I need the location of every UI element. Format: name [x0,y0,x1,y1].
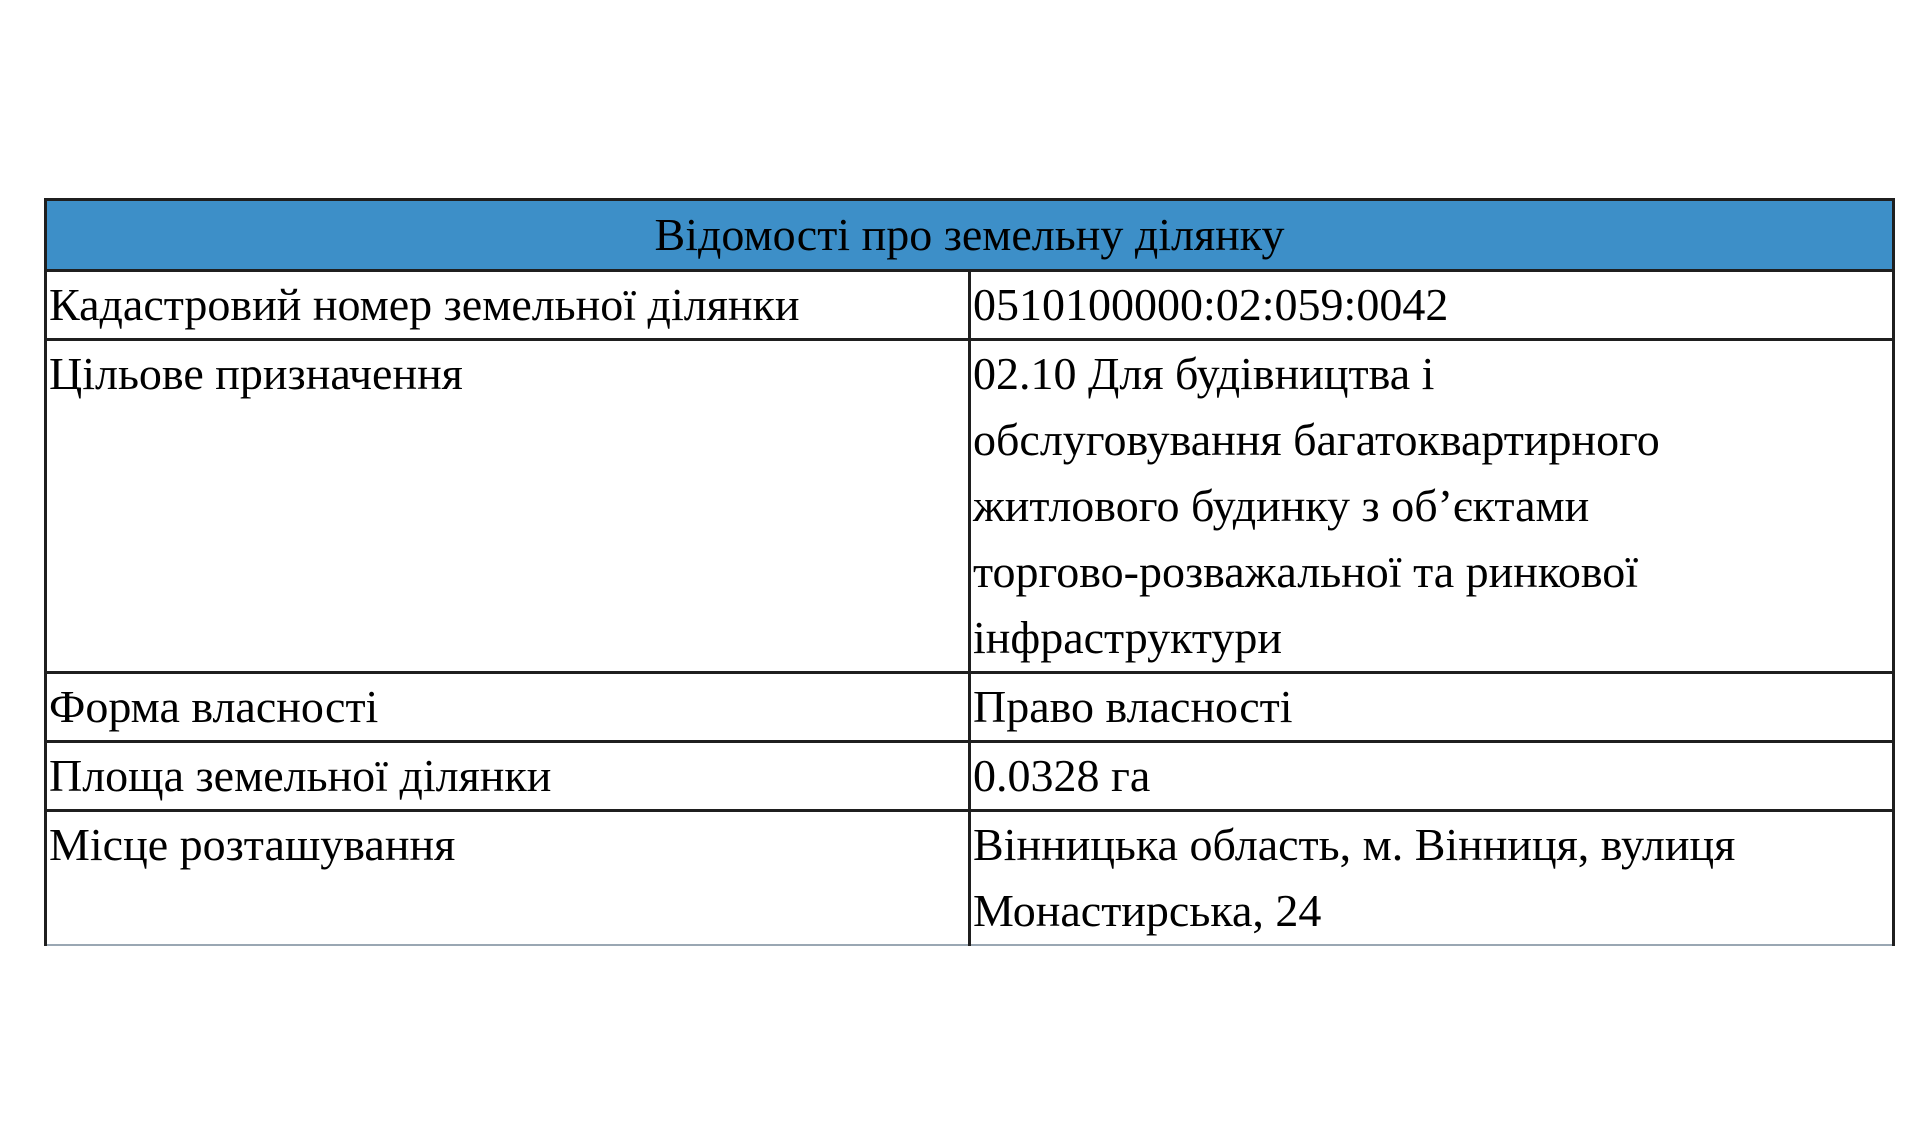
table-row-area [46,742,1894,811]
value-line: 0510100000:02:059:0042 [973,279,1449,330]
table-title: Відомості про земельну ділянку [46,200,1894,271]
document-page [44,198,1892,946]
row-value [970,811,1894,946]
value-line: Вінницька область, м. Вінниця, вулиця [973,819,1736,870]
row-label: Цільове призначення [46,340,970,673]
row-value [970,271,1894,340]
value-line: 02.10 Для будівництва і [973,348,1435,399]
row-label: Форма власності [46,673,970,742]
table-row-ownership-form [46,673,1894,742]
value-line: Право власності [973,681,1293,732]
table-header-row [46,200,1894,271]
value-line: обслуговування багатоквартирного [973,414,1660,465]
table-row-cadastral-number [46,271,1894,340]
row-value [970,340,1894,673]
value-line: торгово-розважальної та ринкової [973,546,1639,597]
row-label: Місце розташування [46,811,970,946]
land-plot-info-table [44,198,1895,946]
table-row-location [46,811,1894,946]
row-label: Площа земельної ділянки [46,742,970,811]
row-value [970,742,1894,811]
row-label: Кадастровий номер земельної ділянки [46,271,970,340]
value-line: Монастирська, 24 [973,885,1322,936]
value-line: інфраструктури [973,612,1282,663]
value-line: 0.0328 га [973,750,1151,801]
row-value [970,673,1894,742]
value-line: житлового будинку з об’єктами [973,480,1590,531]
table-row-purpose [46,340,1894,673]
